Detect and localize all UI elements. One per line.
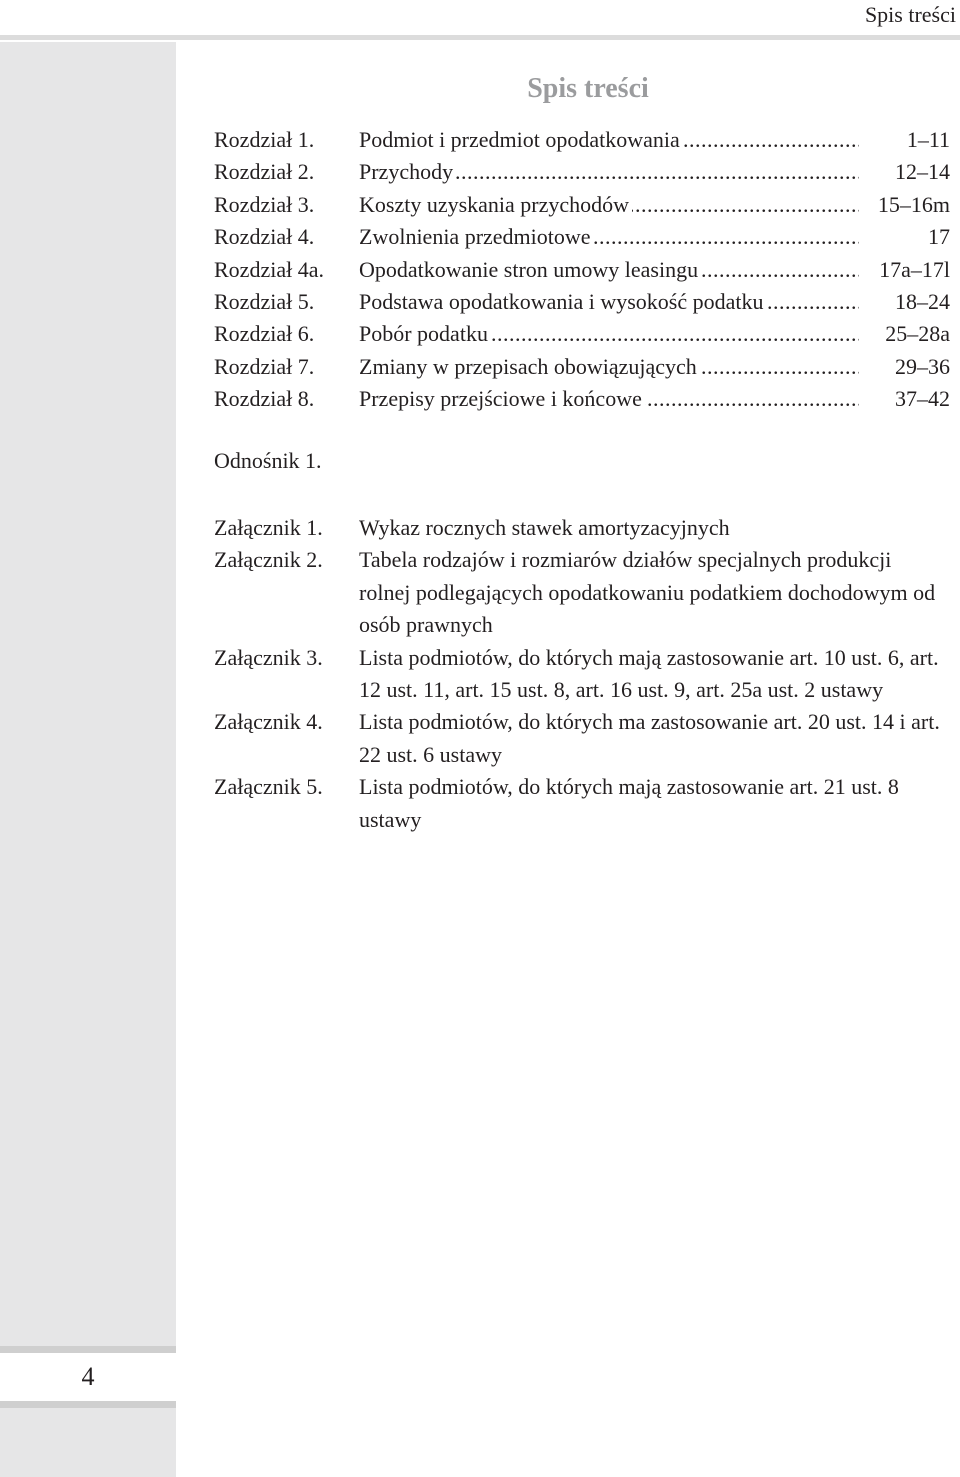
annex-label: Załącznik 5.: [214, 774, 323, 800]
running-head: Spis treści: [864, 2, 956, 27]
toc-label: Rozdział 7.: [214, 353, 315, 379]
toc-title: Koszty uzyskania przychodów .....: [359, 189, 859, 221]
toc-row[interactable]: [214, 383, 954, 415]
annex-text: Tabela rodzajów i rozmiarów działów specjalnych produkcji rolnej podlegających opodatkowaniu podatkiem dochodowym od osób prawnych: [359, 547, 936, 638]
toc-row[interactable]: [214, 124, 954, 156]
annex-list: [214, 512, 944, 836]
annex-text: Wykaz rocznych stawek amortyzacyjnych: [359, 515, 730, 540]
toc-label: Rozdział 5.: [214, 288, 315, 314]
table-of-contents: [214, 124, 954, 416]
margin-band: [0, 42, 176, 1477]
annex-item[interactable]: [214, 706, 944, 771]
annex-label: Załącznik 1.: [214, 515, 323, 540]
toc-row[interactable]: [214, 351, 954, 383]
toc-title: Pobór podatku .....: [359, 318, 859, 350]
toc-title: Przychody .....: [359, 156, 859, 188]
toc-pages: 25–28a: [885, 321, 950, 347]
toc-row[interactable]: [214, 318, 954, 350]
toc-title: Zmiany w przepisach obowiązujących .....: [359, 351, 859, 383]
toc-pages: 12–14: [895, 159, 950, 185]
header-rule: [0, 35, 960, 40]
annex-label: Załącznik 3.: [214, 644, 323, 670]
toc-pages: 18–24: [895, 288, 950, 314]
toc-row[interactable]: [214, 221, 954, 253]
toc-pages: 17: [928, 224, 950, 250]
toc-label: Rozdział 4a.: [214, 256, 324, 282]
annex-label: Załącznik 2.: [214, 547, 323, 573]
page-title: Spis treści: [527, 73, 649, 104]
toc-title: Opodatkowanie stron umowy leasingu .....: [359, 254, 859, 286]
toc-title: Przepisy przejściowe i końcowe .....: [359, 383, 859, 415]
annex-label: Załącznik 4.: [214, 709, 323, 735]
reference-note[interactable]: Odnośnik 1.: [214, 448, 322, 473]
toc-label: Rozdział 2.: [214, 159, 315, 185]
toc-title: Zwolnienia przedmiotowe .....: [359, 221, 859, 253]
toc-pages: 37–42: [895, 386, 950, 412]
toc-row[interactable]: [214, 286, 954, 318]
toc-title: Podmiot i przedmiot opodatkowania .....: [359, 124, 859, 156]
page-number: 4: [81, 1362, 95, 1391]
annex-item[interactable]: [214, 642, 944, 707]
annex-item[interactable]: [214, 771, 944, 836]
toc-label: Rozdział 6.: [214, 321, 315, 347]
toc-row[interactable]: [214, 189, 954, 221]
toc-title: Podstawa opodatkowania i wysokość podatku .....: [359, 286, 859, 318]
toc-pages: 29–36: [895, 353, 950, 379]
toc-label: Rozdział 1.: [214, 127, 315, 152]
toc-pages: 17a–17l: [879, 256, 950, 282]
toc-row[interactable]: [214, 254, 954, 286]
annex-item[interactable]: [214, 512, 944, 544]
toc-label: Rozdział 3.: [214, 191, 315, 217]
toc-label: Rozdział 8.: [214, 386, 315, 412]
annex-text: Lista podmiotów, do których mają zastosowanie art. 10 ust. 6, art. 12 ust. 11, art. 15 ust. 8, art. 16 ust. 9, art. 25a ust. 2 ustawy: [359, 644, 939, 703]
toc-label: Rozdział 4.: [214, 224, 315, 250]
toc-pages: 1–11: [906, 127, 950, 152]
annex-item[interactable]: [214, 544, 944, 641]
toc-pages: 15–16m: [877, 191, 950, 217]
annex-text: Lista podmiotów, do których ma zastosowanie art. 20 ust. 14 i art. 22 ust. 6 ustawy: [359, 709, 940, 767]
toc-row[interactable]: [214, 156, 954, 188]
annex-text: Lista podmiotów, do których mają zastosowanie art. 21 ust. 8 ustawy: [359, 774, 899, 832]
